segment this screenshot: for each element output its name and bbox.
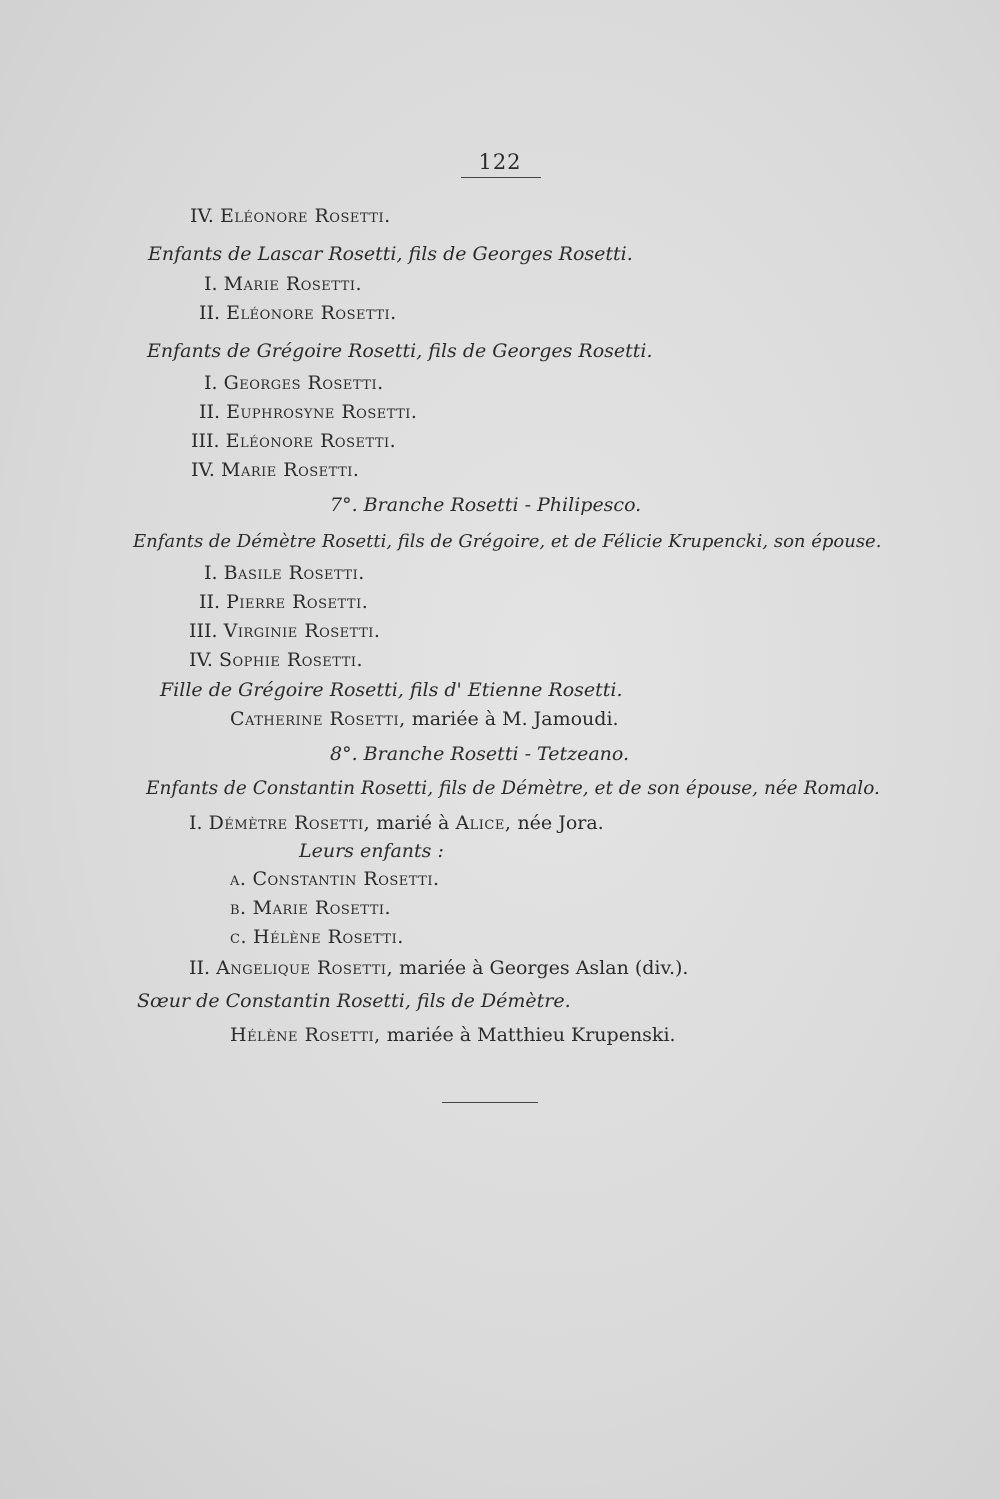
subheading: Leurs enfants : — [299, 840, 444, 862]
section-heading: Sœur de Constantin Rosetti, fils de Démètre. — [137, 990, 571, 1012]
section-heading: Enfants de Lascar Rosetti, fils de Georges Rosetti. — [148, 243, 633, 265]
entry-line: III. Virginie Rosetti. — [189, 620, 381, 642]
entry-line: a. Constantin Rosetti. — [230, 868, 440, 890]
page-number: 122 — [478, 150, 522, 174]
entry-line: III. Eléonore Rosetti. — [191, 430, 397, 452]
footer-rule — [442, 1102, 538, 1103]
entry-line: Catherine Rosetti, mariée à M. Jamoudi. — [230, 708, 619, 730]
entry-line: II. Pierre Rosetti. — [199, 591, 369, 613]
section-heading: Fille de Grégoire Rosetti, fils d' Etienne Rosetti. — [160, 679, 623, 701]
entry-line: IV. Sophie Rosetti. — [189, 649, 364, 671]
entry-line: II. Eléonore Rosetti. — [199, 302, 397, 324]
entry-line: b. Marie Rosetti. — [230, 897, 392, 919]
entry-line: IV. Marie Rosetti. — [191, 459, 360, 481]
section-heading: Enfants de Constantin Rosetti, fils de Démètre, et de son épouse, née Romalo. — [146, 778, 880, 799]
branch-heading: 7°. Branche Rosetti - Philipesco. — [330, 494, 642, 516]
entry-line: Hélène Rosetti, mariée à Matthieu Krupenski. — [230, 1024, 676, 1046]
entry-line: IV. Eléonore Rosetti. — [190, 205, 391, 227]
header-rule — [461, 177, 541, 178]
entry-line: I. Basile Rosetti. — [204, 562, 365, 584]
entry-line: II. Euphrosyne Rosetti. — [199, 401, 418, 423]
entry-line: I. Georges Rosetti. — [204, 372, 384, 394]
entry-line: I. Démètre Rosetti, marié à Alice, née Jora. — [189, 812, 604, 834]
section-heading: Enfants de Grégoire Rosetti, fils de Georges Rosetti. — [147, 340, 653, 362]
entry-line: c. Hélène Rosetti. — [230, 926, 404, 948]
entry-line: I. Marie Rosetti. — [204, 273, 363, 295]
entry-line: II. Angelique Rosetti, mariée à Georges Aslan (div.). — [189, 957, 689, 979]
section-heading: Enfants de Démètre Rosetti, fils de Grégoire, et de Félicie Krupencki, son épouse. — [133, 531, 882, 552]
branch-heading: 8°. Branche Rosetti - Tetzeano. — [330, 743, 630, 765]
